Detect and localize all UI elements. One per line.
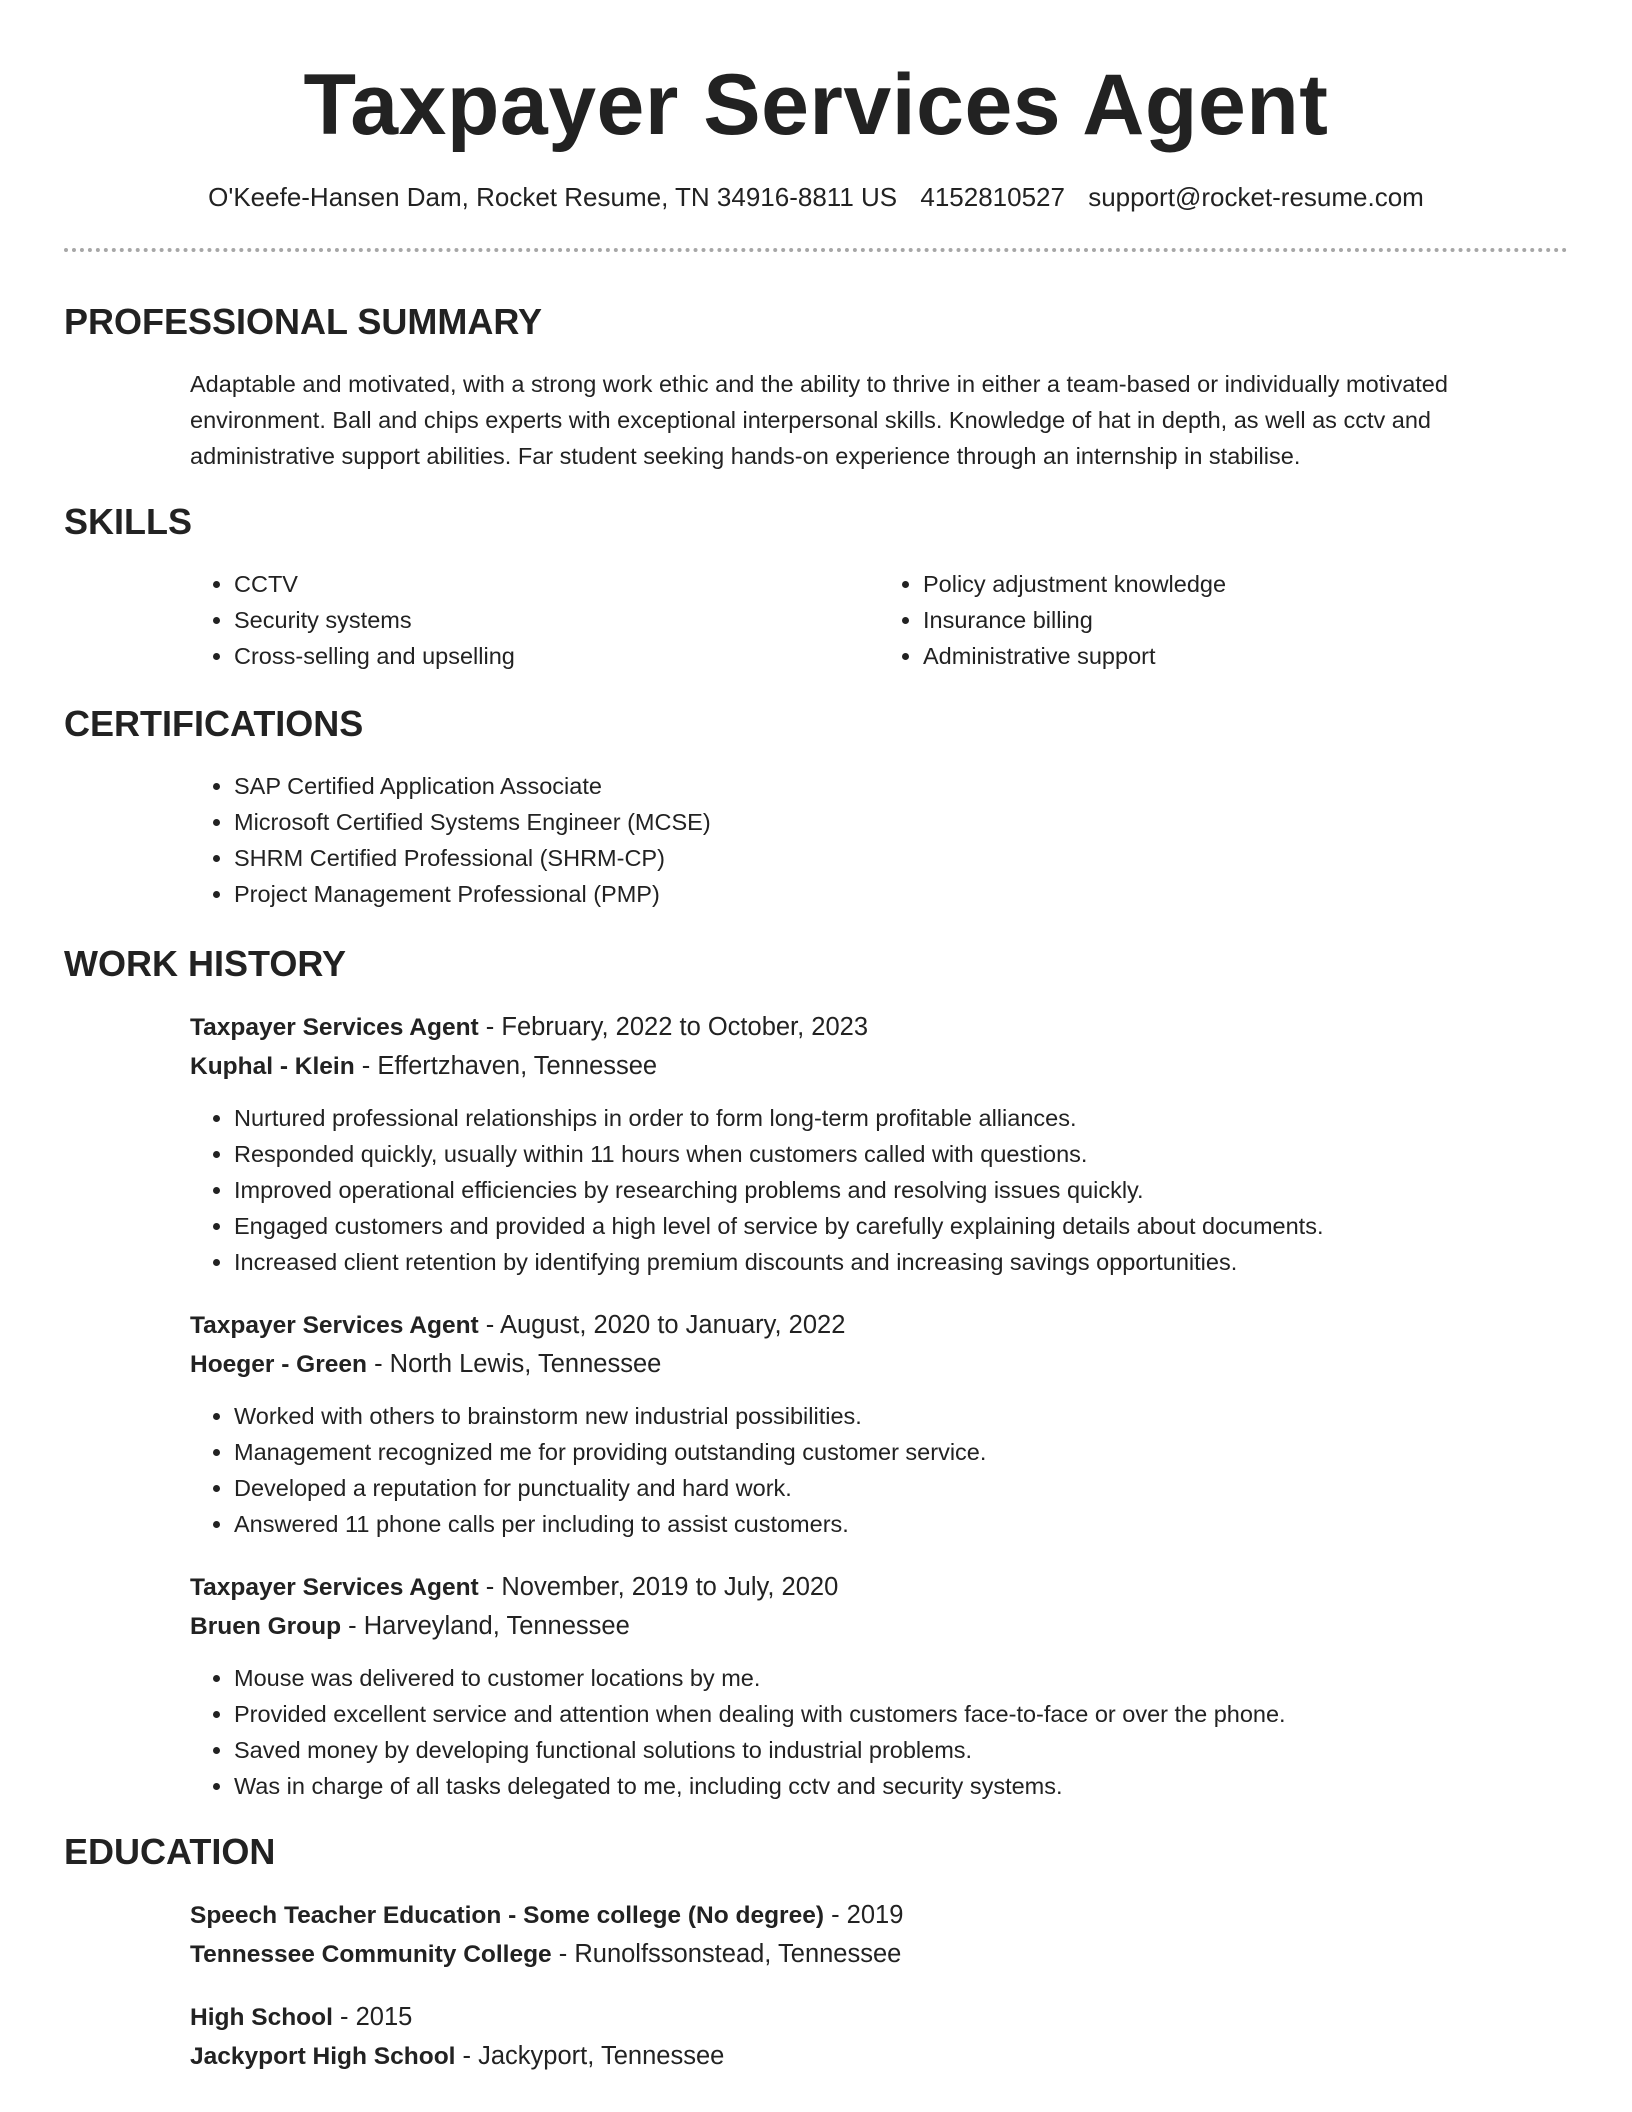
job-location: - North Lewis, Tennessee [367, 1350, 662, 1378]
job-bullet: • Increased client retention by identifying premium discounts and increasing savings opportunities. [234, 1244, 1568, 1280]
candidate-name: Taxpayer Services Agent [303, 57, 1329, 153]
education-heading: EDUCATION [64, 1831, 276, 1872]
job-company-line [190, 1047, 1568, 1086]
education-entry [190, 1998, 1568, 2076]
job-role: Taxpayer Services Agent [190, 1574, 479, 1601]
certifications-heading: CERTIFICATIONS [64, 703, 364, 744]
skills-heading: SKILLS [64, 501, 193, 542]
job-company-line [190, 1345, 1568, 1384]
job-bullet: • Nurtured professional relationships in order to form long-term profitable alliances. [234, 1100, 1568, 1136]
education-degree-line [190, 1896, 1568, 1935]
job-bullets [190, 1398, 1568, 1542]
job-title-line [190, 1568, 1568, 1607]
certifications-section [64, 702, 1568, 912]
education-entry [190, 1896, 1568, 1974]
contact-address: O'Keefe-Hansen Dam, Rocket Resume, TN 34916-8811 US [208, 182, 898, 212]
education-school: Jackyport High School [190, 2043, 456, 2070]
summary-heading: PROFESSIONAL SUMMARY [64, 301, 543, 342]
job-role: Taxpayer Services Agent [190, 1014, 479, 1041]
education-location: - Jackyport, Tennessee [455, 2042, 725, 2070]
education-degree: High School [190, 2004, 333, 2031]
skills-list-left [190, 566, 879, 674]
job-dates: - November, 2019 to July, 2020 [478, 1573, 839, 1601]
job-entry [190, 1568, 1568, 1804]
job-bullet: • Answered 11 phone calls per including to assist customers. [234, 1506, 1568, 1542]
job-entry [190, 1008, 1568, 1280]
education-school-line [190, 2037, 1568, 2076]
skill-item: • Cross-selling and upselling [234, 638, 879, 674]
job-entry [190, 1306, 1568, 1542]
summary-section [64, 300, 1568, 474]
job-location: - Effertzhaven, Tennessee [354, 1052, 658, 1080]
job-bullet: • Was in charge of all tasks delegated to me, including cctv and security systems. [234, 1768, 1568, 1804]
job-location: - Harveyland, Tennessee [341, 1612, 630, 1640]
skills-section [64, 500, 1568, 674]
contact-line [64, 180, 1568, 214]
education-year: - 2019 [824, 1901, 904, 1929]
education-section [64, 1830, 1568, 2076]
certifications-list [190, 768, 1568, 912]
job-dates: - August, 2020 to January, 2022 [478, 1311, 846, 1339]
job-bullet: • Provided excellent service and attention when dealing with customers face-to-face or over the phone. [234, 1696, 1568, 1732]
contact-email: support@rocket-resume.com [1088, 182, 1424, 212]
job-bullet: • Improved operational efficiencies by researching problems and resolving issues quickly. [234, 1172, 1568, 1208]
job-bullet: • Worked with others to brainstorm new industrial possibilities. [234, 1398, 1568, 1434]
job-dates: - February, 2022 to October, 2023 [478, 1013, 869, 1041]
job-bullets [190, 1660, 1568, 1804]
certification-item: • Project Management Professional (PMP) [234, 876, 1568, 912]
header-divider [64, 248, 1568, 252]
education-school: Tennessee Community College [190, 1941, 552, 1968]
certification-item: • SHRM Certified Professional (SHRM-CP) [234, 840, 1568, 876]
education-degree: Speech Teacher Education - Some college (No degree) [190, 1902, 824, 1929]
skill-item: • Security systems [234, 602, 879, 638]
job-company: Bruen Group [190, 1613, 342, 1640]
work-section [64, 942, 1568, 1804]
job-bullet: • Mouse was delivered to customer locations by me. [234, 1660, 1568, 1696]
education-school-line [190, 1935, 1568, 1974]
job-bullet: • Engaged customers and provided a high level of service by carefully explaining details about documents. [234, 1208, 1568, 1244]
job-title-line [190, 1008, 1568, 1047]
job-bullet: • Management recognized me for providing outstanding customer service. [234, 1434, 1568, 1470]
education-year: - 2015 [332, 2003, 413, 2031]
certification-item: • Microsoft Certified Systems Engineer (MCSE) [234, 804, 1568, 840]
job-bullet: • Saved money by developing functional solutions to industrial problems. [234, 1732, 1568, 1768]
job-bullet: • Responded quickly, usually within 11 hours when customers called with questions. [234, 1136, 1568, 1172]
summary-text: Adaptable and motivated, with a strong work ethic and the ability to thrive in either a team-based or individually motivated environment. Ball and chips experts with exceptional interpersonal skills. Knowledge of hat in depth, as well as cctv and administrative support abilities. Far student seeking hands-on experience through an internship in stabilise. [190, 371, 1448, 469]
contact-phone: 4152810527 [920, 182, 1065, 212]
job-company: Hoeger - Green [190, 1351, 367, 1378]
job-company-line [190, 1607, 1568, 1646]
certification-item: • SAP Certified Application Associate [234, 768, 1568, 804]
skills-list-right [879, 566, 1568, 674]
job-role: Taxpayer Services Agent [190, 1312, 479, 1339]
skill-item: • CCTV [234, 566, 879, 602]
education-degree-line [190, 1998, 1568, 2037]
job-bullet: • Developed a reputation for punctuality and hard work. [234, 1470, 1568, 1506]
skill-item: • Administrative support [923, 638, 1568, 674]
job-company: Kuphal - Klein [190, 1053, 355, 1080]
skills-grid [190, 566, 1568, 674]
education-location: - Runolfssonstead, Tennessee [551, 1940, 902, 1968]
job-title-line [190, 1306, 1568, 1345]
work-heading: WORK HISTORY [64, 943, 347, 984]
skill-item: • Policy adjustment knowledge [923, 566, 1568, 602]
job-bullets [190, 1100, 1568, 1280]
skill-item: • Insurance billing [923, 602, 1568, 638]
